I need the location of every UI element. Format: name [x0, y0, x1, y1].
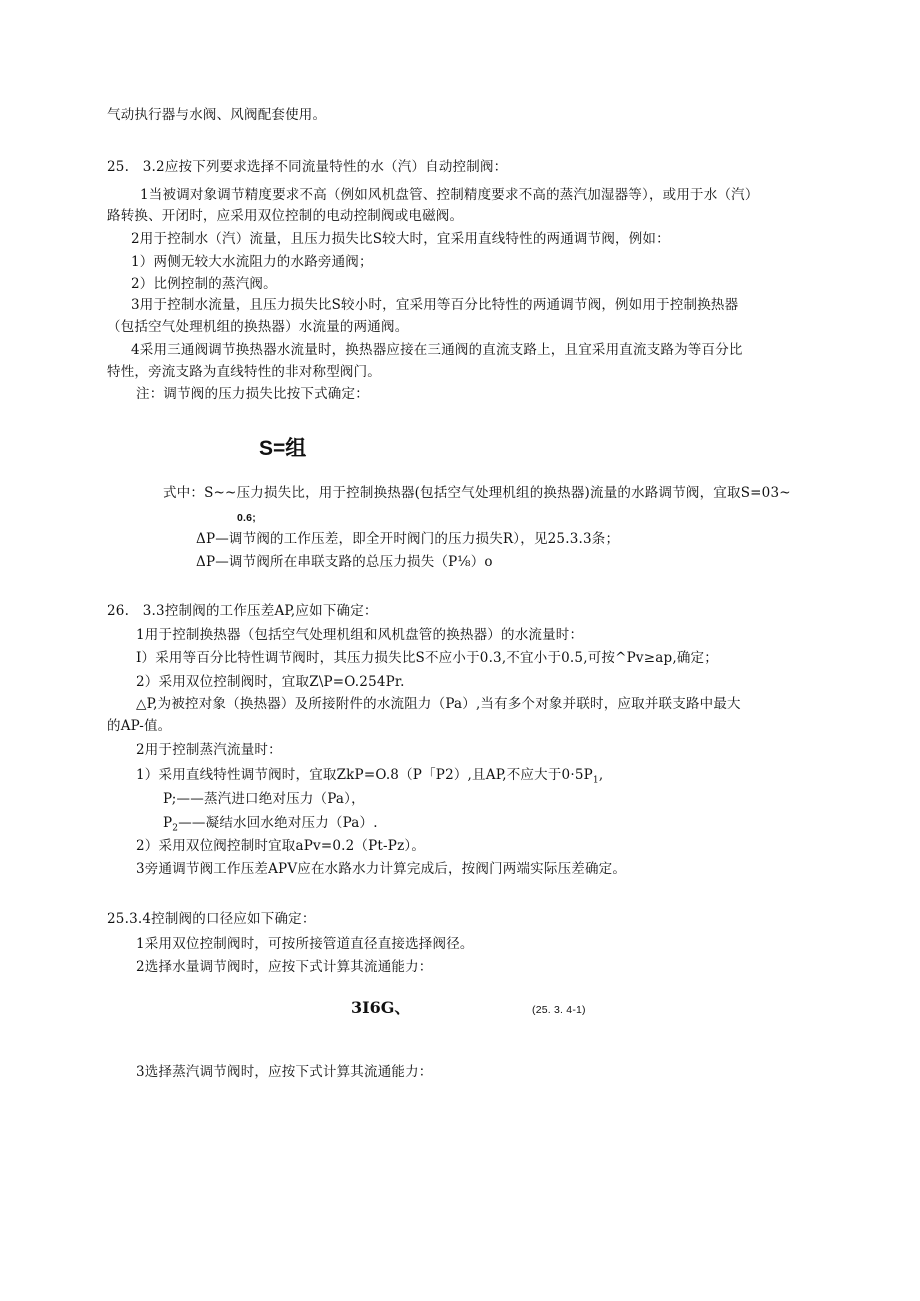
text-line: 3用于控制水流量，且压力损失比S较小时，宜采用等百分比特性的两通调节阀，例如用于控制换热器 [131, 297, 739, 313]
text-line: 的AP-值。 [107, 718, 172, 734]
text-line: 特性，旁流支路为直线特性的非对称型阀门。 [107, 364, 381, 380]
text-line: 2选择水量调节阀时，应按下式计算其流通能力： [136, 959, 433, 975]
equation-number: (25. 3. 4-1) [532, 1004, 586, 1016]
text-run: ——凝结水回水绝对压力（Pa）. [178, 815, 378, 831]
note-line: 注：调节阀的压力损失比按下式确定： [136, 386, 369, 402]
text-line: 1采用双位控制阀时，可按所接管道直径直接选择阀径。 [136, 936, 474, 952]
section-heading-25-3-4: 25.3.4控制阀的口径应如下确定： [107, 911, 316, 927]
text-line: 2）采用双位阀控制时宜取aPv=0.2（Pt-Pz）。 [136, 838, 426, 854]
text-run: , [598, 767, 604, 783]
definition-line: 式中：S~~压力损失比，用于控制换热器(包括空气处理机组的换热器)流量的水路调节阀，宜取S=03~ [163, 485, 791, 501]
definition-line: ΔP—调节阀的工作压差，即全开时阀门的压力损失R），见25.3.3条； [196, 531, 620, 547]
formula-pressure-loss-ratio: S=组 [259, 437, 307, 460]
definition-line [163, 814, 378, 838]
text-line: 气动执行器与水阀、风阀配套使用。 [107, 107, 327, 123]
section-heading-25-3-2: 25. 3.2应按下列要求选择不同流量特性的水（汽）自动控制阀： [107, 159, 508, 175]
text-line: 路转换、开闭时，应采用双位控制的电动控制阀或电磁阀。 [107, 208, 464, 224]
subscript: 2 [172, 823, 179, 834]
text-line: 4采用三通阀调节换热器水流量时，换热器应接在三通阀的直流支路上，且宜采用直流支路为等百分比 [131, 342, 743, 358]
text-line: 1用于控制换热器（包括空气处理机组和风机盘管的换热器）的水流量时： [136, 627, 584, 643]
text-line: 2用于控制水（汽）流量，且压力损失比S较大时，宜采用直线特性的两通调节阀，例如： [131, 231, 670, 247]
text-line: 3旁通调节阀工作压差APV应在水路水力计算完成后，按阀门两端实际压差确定。 [136, 861, 627, 877]
text-line: （包括空气处理机组的换热器）水流量的两通阀。 [107, 319, 409, 335]
text-line: 1当被调对象调节精度要求不高（例如风机盘管、控制精度要求不高的蒸汽加湿器等），或用于水（汽） [140, 187, 759, 203]
definition-line-continued: 0.6; [237, 512, 256, 524]
text-line: 2）比例控制的蒸汽阀。 [131, 276, 277, 292]
text-line: 2）采用双位控制阀时，宜取Z\P=O.254Pr. [136, 674, 405, 690]
text-line: 2用于控制蒸汽流量时： [136, 742, 282, 758]
text-line: I）采用等百分比特性调节阀时，其压力损失比S不应小于0.3,不宜小于0.5,可按^Pv≥ap,确定； [136, 650, 718, 666]
subscript: 1 [592, 775, 599, 786]
section-heading-26-3-3: 26. 3.3控制阀的工作压差AP,应如下确定： [107, 603, 378, 619]
formula-water-flow-capacity: 3I6G、 [351, 998, 411, 1017]
text-line: 3选择蒸汽调节阀时，应按下式计算其流通能力： [136, 1064, 433, 1080]
definition-line: P;——蒸汽进口绝对压力（Pa）， [163, 791, 365, 807]
text-line [136, 766, 603, 790]
text-line: △P,为被控对象（换热器）及所接附件的水流阻力（Pa）,当有多个对象并联时，应取并联支路中最大 [136, 696, 741, 712]
text-run: P [163, 815, 173, 831]
text-line: 1）两侧无较大水流阻力的水路旁通阀； [131, 254, 373, 270]
text-run: 1）采用直线特性调节阀时，宜取ZkP=O.8（P「P2）,且AP,不应大于0·5P [136, 767, 593, 783]
definition-line: ΔP—调节阀所在串联支路的总压力损失（P⅛）o [196, 554, 493, 570]
